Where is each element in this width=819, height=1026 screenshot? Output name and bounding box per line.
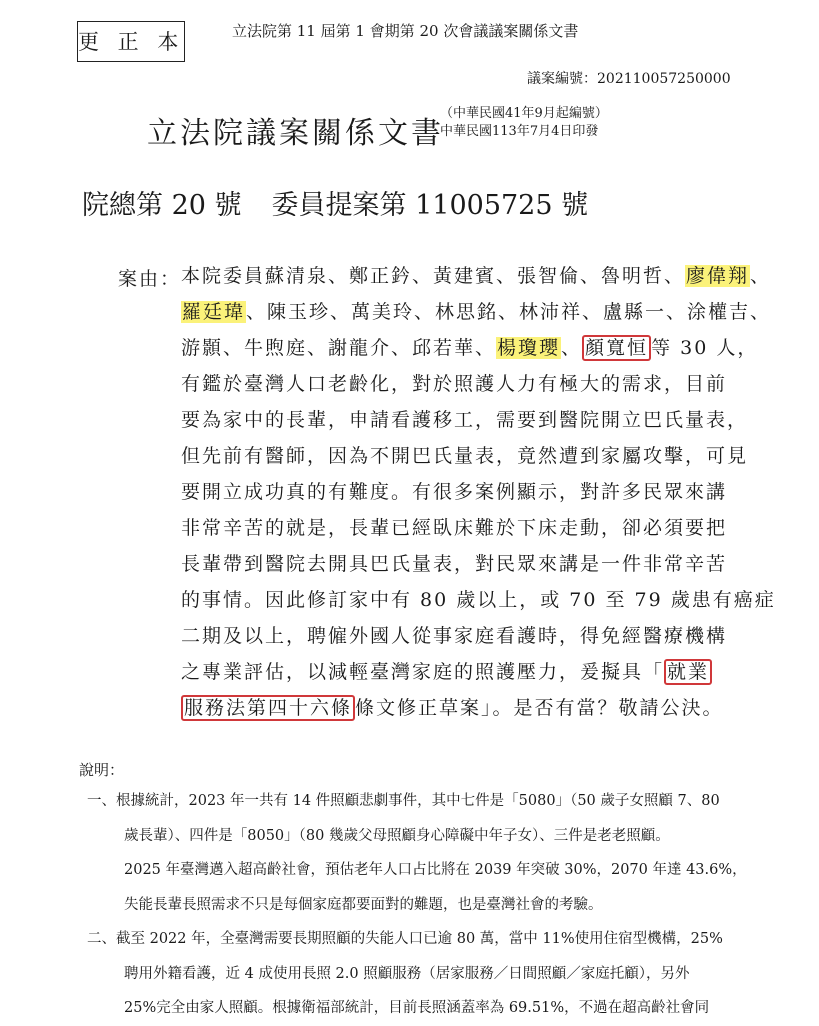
reason-line — [181, 330, 761, 366]
reason-text: 、陳玉珍、萬美玲、林思銘、林沛祥、盧縣一、涂權吉、 — [246, 301, 772, 323]
reason-text: 等 30 人， — [651, 337, 759, 359]
reason-line: 二期及以上，聘僱外國人從事家庭看護時，得免經醫療機構 — [181, 625, 728, 647]
explanation-line: 2025 年臺灣邁入超高齡社會，預估老年人口占比將在 2039 年突破 30%，2070 年達 43.6%， — [124, 862, 747, 878]
reason-text: 本院委員蘇清泉、鄭正鈐、黃建賓、張智倫、魯明哲、 — [181, 265, 686, 287]
reason-body — [181, 258, 776, 726]
reason-line — [181, 258, 772, 294]
boxed-law-name: 就業 — [664, 659, 712, 685]
reason-text: 、 — [750, 265, 772, 287]
highlighted-name: 楊瓊瓔 — [497, 337, 561, 359]
reason-label: 案由： — [118, 268, 182, 290]
reason-text: 之專業評估，以減輕臺灣家庭的照護壓力，爰擬具「 — [181, 661, 665, 683]
correction-stamp: 更 正 本 — [77, 21, 185, 62]
print-date: 中華民國113年7月4日印發 — [440, 124, 599, 139]
document-title: 立法院議案關係文書 — [147, 116, 444, 151]
reason-text: 、 — [561, 337, 583, 359]
explanation-label: 說明： — [79, 761, 125, 779]
proposal-number: 委員提案第 11005725 號 — [271, 190, 589, 221]
reason-line: 的事情。因此修訂家中有 80 歲以上，或 70 至 79 歲患有癌症 — [181, 589, 776, 611]
reason-text: 游顥、牛煦庭、謝龍介、邱若華、 — [181, 337, 497, 359]
general-case-number: 院總第 20 號 — [82, 190, 242, 221]
reason-line — [181, 294, 772, 330]
explanation-line: 二、截至 2022 年，全臺灣需要長期照顧的失能人口已逾 80 萬，當中 11%使用住宿型機構，25% — [87, 931, 723, 947]
highlighted-name: 廖偉翔 — [686, 265, 750, 287]
reason-line: 長輩帶到醫院去開具巴氏量表，對民眾來講是一件非常辛苦 — [181, 553, 728, 575]
reason-line: 要為家中的長輩，申請看護移工，需要到醫院開立巴氏量表， — [181, 409, 749, 431]
reason-line: 但先前有醫師，因為不開巴氏量表，竟然遭到家屬攻擊，可見 — [181, 445, 749, 467]
reason-line: 有鑑於臺灣人口老齡化，對於照護人力有極大的需求，目前 — [181, 373, 728, 395]
explanation-line: 失能長輩長照需求不只是每個家庭都要面對的難題，也是臺灣社會的考驗。 — [124, 896, 603, 913]
publication-note — [440, 105, 608, 141]
explanation-line: 一、根據統計，2023 年一共有 14 件照顧悲劇事件，其中七件是「5080」（50 歲子女照顧 7、80 — [87, 793, 720, 809]
boxed-name: 顏寬恒 — [582, 335, 651, 361]
explanation-line: 聘用外籍看護，近 4 成使用長照 2.0 照顧服務（居家服務／日間照顧／家庭托顧），另外 — [124, 965, 690, 982]
numbering-note: （中華民國41年9月起編號） — [440, 106, 608, 121]
reason-line — [181, 690, 761, 726]
explanation-body — [87, 784, 747, 1026]
case-number-line — [82, 183, 618, 222]
session-line: 立法院第 11 屆第 1 會期第 20 次會議議案關係文書 — [232, 22, 579, 40]
reason-line: 要開立成功真的有難度。有很多案例顯示，對許多民眾來講 — [181, 481, 728, 503]
bill-number: 議案編號：202110057250000 — [527, 71, 731, 87]
reason-line: 非常辛苦的就是，長輩已經臥床難於下床走動，卻必須要把 — [181, 517, 728, 539]
explanation-line: 25%完全由家人照顧。根據衛福部統計，目前長照涵蓋率為 69.51%，不過在超高齡社會同 — [124, 1000, 710, 1016]
reason-text: 條文修正草案」。是否有當？敬請公決。 — [355, 697, 724, 719]
explanation-line: 歲長輩）、四件是「8050」（80 幾歲父母照顧身心障礙中年子女）、三件是老老照顧。 — [124, 827, 670, 844]
reason-line — [181, 654, 761, 690]
boxed-law-name: 服務法第四十六條 — [181, 695, 355, 721]
highlighted-name: 羅廷瑋 — [182, 301, 246, 323]
